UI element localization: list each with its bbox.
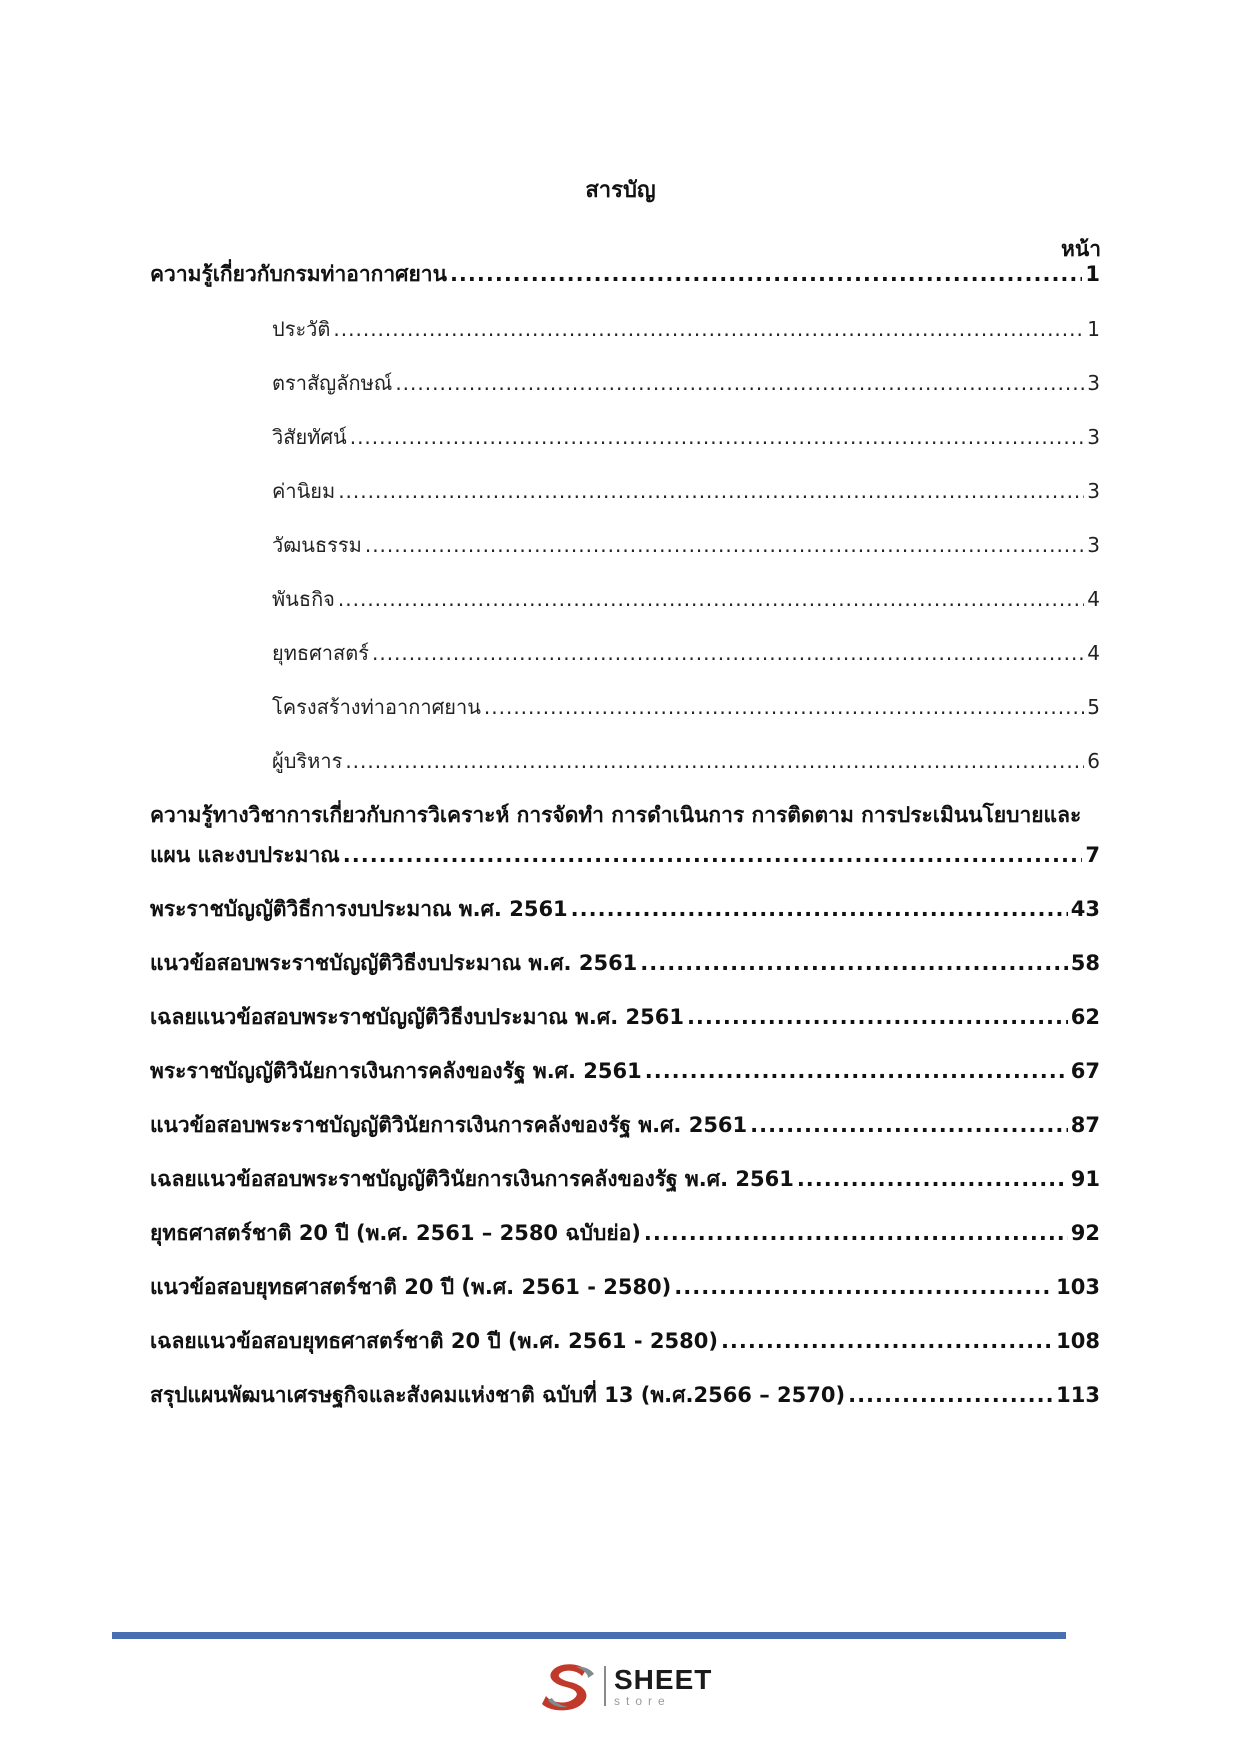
toc-entry-page: 43 bbox=[1070, 897, 1100, 921]
toc-entry-page: 3 bbox=[1087, 533, 1100, 557]
toc-subentry[interactable] bbox=[272, 368, 1100, 398]
toc-entry[interactable] bbox=[150, 1164, 1100, 1194]
toc-entry[interactable] bbox=[150, 259, 1100, 289]
toc-dot-leader bbox=[450, 259, 1082, 289]
toc-entry-title: เฉลยแนวข้อสอบพระราชบัญญัติวินัยการเงินการคลังของรัฐ พ.ศ. 2561 bbox=[150, 1167, 794, 1191]
toc-entry-title-line1: ความรู้ทางวิชาการเกี่ยวกับการวิเคราะห์ การจัดทำ การดำเนินการ การติดตาม การประเมินนโยบายและ bbox=[150, 803, 1082, 827]
toc-dot-leader bbox=[645, 1056, 1068, 1086]
toc-entry-page: 58 bbox=[1070, 951, 1100, 975]
toc-dot-leader bbox=[571, 894, 1068, 924]
toc-entry-title: โครงสร้างท่าอากาศยาน bbox=[272, 695, 481, 719]
toc-entry-page: 4 bbox=[1087, 641, 1100, 665]
toc-dot-leader bbox=[750, 1110, 1068, 1140]
toc-entry-title: แนวข้อสอบยุทธศาสตร์ชาติ 20 ปี (พ.ศ. 2561 - 2580) bbox=[150, 1275, 672, 1299]
toc-entry-page: 4 bbox=[1087, 587, 1100, 611]
toc-entry-title: ประวัติ bbox=[272, 317, 331, 341]
toc-entry-title: พระราชบัญญัติวินัยการเงินการคลังของรัฐ พ.ศ. 2561 bbox=[150, 1059, 642, 1083]
toc-entry-page: 3 bbox=[1087, 479, 1100, 503]
toc-subentry[interactable] bbox=[272, 638, 1100, 668]
toc-dot-leader bbox=[797, 1164, 1068, 1194]
logo-word-main: SHEET bbox=[614, 1663, 713, 1695]
toc-entry[interactable] bbox=[150, 1272, 1100, 1302]
toc-entry-title: เฉลยแนวข้อสอบยุทธศาสตร์ชาติ 20 ปี (พ.ศ. 2561 - 2580) bbox=[150, 1329, 718, 1353]
toc-entry-title: สรุปแผนพัฒนาเศรษฐกิจและสังคมแห่งชาติ ฉบับที่ 13 (พ.ศ.2566 – 2570) bbox=[150, 1383, 846, 1407]
toc-dot-leader bbox=[721, 1326, 1053, 1356]
sheet-store-logo bbox=[540, 1660, 712, 1712]
toc-entry-page: 1 bbox=[1085, 262, 1100, 286]
toc-dot-leader bbox=[343, 840, 1083, 870]
toc-entry-title: วัฒนธรรม bbox=[272, 533, 362, 557]
toc-dot-leader bbox=[338, 476, 1084, 506]
toc-dot-leader bbox=[644, 1218, 1068, 1248]
toc-entry-page: 7 bbox=[1085, 843, 1100, 867]
logo-divider bbox=[604, 1666, 606, 1706]
toc-dot-leader bbox=[345, 746, 1084, 776]
toc-dot-leader bbox=[338, 584, 1084, 614]
toc-dot-leader bbox=[687, 1002, 1068, 1032]
toc-entry-title: แนวข้อสอบพระราชบัญญัติวินัยการเงินการคลังของรัฐ พ.ศ. 2561 bbox=[150, 1113, 748, 1137]
toc-entry[interactable] bbox=[150, 840, 1100, 870]
toc-entry-page: 3 bbox=[1087, 425, 1100, 449]
toc-entry[interactable] bbox=[150, 1110, 1100, 1140]
toc-subentry[interactable] bbox=[272, 746, 1100, 776]
toc-dot-leader bbox=[350, 422, 1085, 452]
toc-entry-first-line[interactable] bbox=[150, 800, 1100, 830]
toc-dot-leader bbox=[365, 530, 1084, 560]
toc-entry[interactable] bbox=[150, 1218, 1100, 1248]
toc-subentry[interactable] bbox=[272, 422, 1100, 452]
toc-entry-page: 113 bbox=[1056, 1383, 1100, 1407]
toc-subentry[interactable] bbox=[272, 584, 1100, 614]
toc-entry-title: ค่านิยม bbox=[272, 479, 336, 503]
logo-wordmark bbox=[614, 1663, 713, 1708]
logo-s-mark-icon bbox=[540, 1660, 598, 1712]
toc-dot-leader bbox=[674, 1272, 1053, 1302]
toc-entry-page: 1 bbox=[1087, 317, 1100, 341]
toc-dot-leader bbox=[372, 638, 1084, 668]
toc-dot-leader bbox=[848, 1380, 1053, 1410]
toc-entry-title: ยุทธศาสตร์ bbox=[272, 641, 369, 665]
logo-word-sub: store bbox=[614, 1693, 671, 1708]
toc-entry-page: 6 bbox=[1087, 749, 1100, 773]
toc-entry-title: ยุทธศาสตร์ชาติ 20 ปี (พ.ศ. 2561 – 2580 ฉบับย่อ) bbox=[150, 1221, 641, 1245]
toc-dot-leader bbox=[333, 314, 1084, 344]
toc-dot-leader bbox=[395, 368, 1084, 398]
toc-entry-page: 91 bbox=[1070, 1167, 1100, 1191]
toc-entry[interactable] bbox=[150, 948, 1100, 978]
toc-entry-page: 103 bbox=[1056, 1275, 1100, 1299]
toc-entry-title: ตราสัญลักษณ์ bbox=[272, 371, 393, 395]
toc-entry-page: 87 bbox=[1070, 1113, 1100, 1137]
toc-entry-title: แผน และงบประมาณ bbox=[150, 843, 340, 867]
toc-entry-page: 67 bbox=[1070, 1059, 1100, 1083]
toc-entry-title: พันธกิจ bbox=[272, 587, 335, 611]
toc-entry-page: 3 bbox=[1087, 371, 1100, 395]
toc-entry-page: 62 bbox=[1070, 1005, 1100, 1029]
toc-entry[interactable] bbox=[150, 1380, 1100, 1410]
toc-entry-title: ผู้บริหาร bbox=[272, 749, 343, 773]
toc-entry-title: เฉลยแนวข้อสอบพระราชบัญญัติวิธีงบประมาณ พ.ศ. 2561 bbox=[150, 1005, 684, 1029]
toc-entry-title: วิสัยทัศน์ bbox=[272, 425, 347, 449]
toc-entry-page: 108 bbox=[1056, 1329, 1100, 1353]
toc-entry[interactable] bbox=[150, 1326, 1100, 1356]
toc-entry-title: ความรู้เกี่ยวกับกรมท่าอากาศยาน bbox=[150, 262, 447, 286]
toc-dot-leader bbox=[484, 692, 1084, 722]
page-title: สารบัญ bbox=[585, 178, 656, 203]
toc-subentry[interactable] bbox=[272, 314, 1100, 344]
page-number-column-header: หน้า bbox=[1061, 237, 1101, 261]
toc-entry-page: 92 bbox=[1070, 1221, 1100, 1245]
toc-entry-page: 5 bbox=[1087, 695, 1100, 719]
toc-entry[interactable] bbox=[150, 1056, 1100, 1086]
toc-entry[interactable] bbox=[150, 894, 1100, 924]
toc-dot-leader bbox=[640, 948, 1067, 978]
toc-entry[interactable] bbox=[150, 1002, 1100, 1032]
toc-subentry[interactable] bbox=[272, 530, 1100, 560]
footer-rule bbox=[112, 1632, 1066, 1639]
toc-entry-title: แนวข้อสอบพระราชบัญญัติวิธีงบประมาณ พ.ศ. 2561 bbox=[150, 951, 638, 975]
toc-subentry[interactable] bbox=[272, 476, 1100, 506]
toc-entry-title: พระราชบัญญัติวิธีการงบประมาณ พ.ศ. 2561 bbox=[150, 897, 568, 921]
toc-subentry[interactable] bbox=[272, 692, 1100, 722]
